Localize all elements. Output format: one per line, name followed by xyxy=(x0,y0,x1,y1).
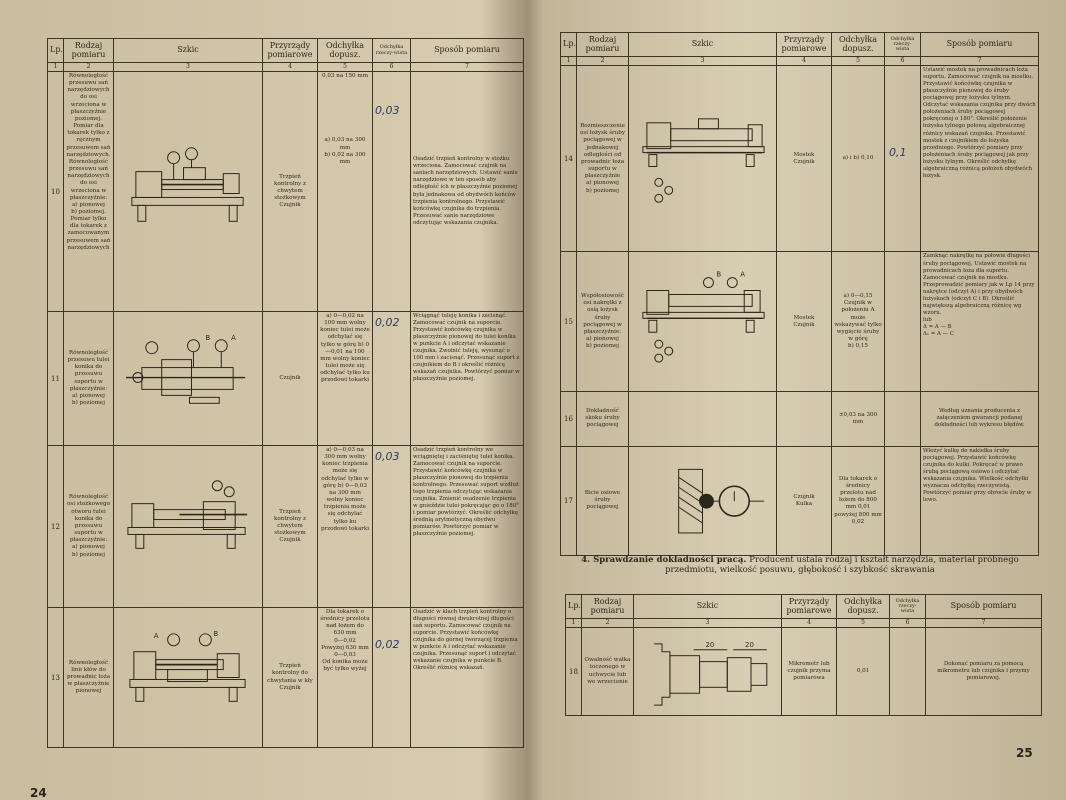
col-szkic: Szkic xyxy=(634,595,782,619)
page-number-right: 25 xyxy=(1016,746,1033,760)
svg-text:A: A xyxy=(153,631,159,640)
row-lp: 16 xyxy=(561,392,577,447)
col-num: 5 xyxy=(318,63,373,72)
row-odchylka: a) 0—0,03 na 300 mm wolny koniec trzpienia może się odchylać tylko w górę b) 0—0,03 na 300 mm wolny koniec trzpienia może się odchylać tylko ku przodowi tokarki xyxy=(318,446,373,608)
table-header xyxy=(566,595,1042,619)
row-odchylka: Dla tokarek o średnicy przelotu nad łożem do 630 mm 0—0,02 Powyżej 630 mm 0—0,03 Od konika może być tylko wyżej xyxy=(318,608,373,748)
col-przyrzady: Przyrządy pomiarowe xyxy=(782,595,837,619)
row-odchylka: 0,03 na 150 mm a) 0,03 na 300 mm b) 0,02 na 300 mm xyxy=(318,72,373,312)
row-odchylka: a) 0—0,02 na 100 mm wolny koniec tulei może odchylać się tylko w górę b) 0—0,01 na 100 mm wolny koniec tulei może się odchylać tylko ku przodowi tokarki xyxy=(318,312,373,446)
col-num: 4 xyxy=(263,63,318,72)
row-lp: 12 xyxy=(48,446,64,608)
row-rodzaj: Równoległość linii kłów do prowadnic łoża w płaszczyźnie pionowej xyxy=(64,608,114,748)
col-sposob: Sposób pomiaru xyxy=(926,595,1042,619)
col-szkic: Szkic xyxy=(114,39,263,63)
svg-text:A: A xyxy=(740,271,745,280)
col-lp: Lp. xyxy=(566,595,582,619)
measurement-table-left xyxy=(47,38,524,748)
row-przyrzady: Czujnik xyxy=(263,312,318,446)
row-rodzaj: Równoległość przesuwu tulei konika do przesuwu suportu w płaszczyźnie: a) pionowej b) poziomej xyxy=(64,312,114,446)
col-rodzaj: Rodzaj pomiaru xyxy=(582,595,634,619)
row-odchylka: a) i b) 0,10 xyxy=(832,66,885,252)
column-numbers xyxy=(566,619,1042,628)
row-lp: 17 xyxy=(561,446,577,555)
dimension-label-2: 20 xyxy=(745,640,754,649)
row-sposob: Wciągnąć tuleję konika i zacisnąć. Zamocować czujnik na suporcie. Przystawić końcówkę czujnika w płaszczyźnie pionowej do tulei konika w punkcie A i odczytać wskazanie czujnika. Zwolnić tuleję, wysunąć o 100 mm i zacisnąć. Przesunąć suport z czujnikiem do B i określić różnicę wskazań czujnika. Powtórzyć pomiar w płaszczyźnie poziomej. xyxy=(411,312,524,446)
handwritten-value: 0,02 xyxy=(375,638,400,651)
table-row xyxy=(566,628,1042,716)
row-rodzaj: Rozmieszczenie osi łożysk śruby pociągowej w jednakowej odległości od prowadnic łoża suportu w płaszczyźnie a) pionowej b) poziomej xyxy=(577,66,629,252)
row-lp: 15 xyxy=(561,252,577,392)
row-rodzaj: Współosiowość osi nakrętki z osią łożysk śruby pociągowej w płaszczyźnie: a) pionowej b) poziomej xyxy=(577,252,629,392)
col-num: 3 xyxy=(629,57,777,66)
col-num: 3 xyxy=(634,619,782,628)
table-row xyxy=(48,446,524,608)
table-row xyxy=(561,392,1039,447)
section-number: 4. xyxy=(581,555,591,565)
col-lp: Lp. xyxy=(48,39,64,63)
row-odchylka: 0,01 xyxy=(837,628,890,716)
nut-alignment-sketch-drawing xyxy=(629,252,776,391)
col-num: 1 xyxy=(48,63,64,72)
col-przyrzady: Przyrządy pomiarowe xyxy=(263,39,318,63)
col-lp: Lp. xyxy=(561,33,577,57)
row-przyrzady: Mostek Czujnik xyxy=(777,66,832,252)
col-rzeczywista: Odchyłka rzeczy-wista xyxy=(885,33,921,57)
row-przyrzady: Trzpień kontrolny z chwytem stożkowym Czujnik xyxy=(263,446,318,608)
col-num: 6 xyxy=(890,619,926,628)
row-lp: 11 xyxy=(48,312,64,446)
row-przyrzady: Czujnik Kulka xyxy=(777,446,832,555)
col-num: 3 xyxy=(114,63,263,72)
svg-text:B: B xyxy=(716,271,722,280)
handwritten-value: 0,03 xyxy=(375,104,400,117)
col-num: 6 xyxy=(373,63,411,72)
col-sposob: Sposób pomiaru xyxy=(921,33,1039,57)
row-rzeczywista xyxy=(373,72,411,312)
col-num: 1 xyxy=(561,57,577,66)
row-sposob: Ustawić mostek na prowadnicach łoża suportu. Zamocować czujnik na mostku. Przystawić końcówkę czujnika w płaszczyźnie pionowej do śruby pociągowej przy łożysku tylnym. Odczytać wskazania czujnika przy dwóch położeniach śruby pociągowej pokręconej o 180°. Określić położenie łożyska tylnego połową algebraicznej różnicy wskazań czujnika. Przestawić mostek z czujnikiem do łożyska przedniego. Powtórzyć pomiary przy położeniach śruby pociągowej jak przy łożysku tylnym. Określić odchyłkę algebraiczną różnicą położeń obydwóch łożysk. xyxy=(921,66,1039,252)
row-lp: 14 xyxy=(561,66,577,252)
row-odchylka: a) 0—0,15 Czujnik w położeniu A może wskazywać tylko wygięcie śruby w górę b) 0,15 xyxy=(832,252,885,392)
tailstock-sketch xyxy=(114,312,263,446)
table-row xyxy=(48,608,524,748)
row-rodzaj: Równoległość przesuwu sań narzędziowych do osi wrzeciona w płaszczyźnie poziomej. Pomiar dla tokarek tylko z ręcznym przesuwem sań narzędziowych. Równoległość przesuwu sań narzędziowych do osi wrzeciona w płaszczyźnie: a) pionowej b) poziomej. Pomiar tylko dla tokarek z zamocowanym przesuwem sań narzędziowych xyxy=(64,72,114,312)
section-4-heading xyxy=(570,556,1030,576)
row-przyrzady: Mostek Czujnik xyxy=(777,252,832,392)
handwritten-value: 0,1 xyxy=(889,146,907,160)
col-odchylka: Odchyłka dopusz. xyxy=(318,39,373,63)
col-num: 4 xyxy=(782,619,837,628)
col-rzeczywista: Odchyłka rzeczy-wista xyxy=(373,39,411,63)
row-rodzaj: Równoległość osi stożkowego otworu tulei konika do przesuwu suportu w płaszczyźnie: a) pionowej b) poziomej xyxy=(64,446,114,608)
row-sposob: Osadzić trzpień kontrolny w stożku wrzeciona. Zamocować czujnik na saniach narzędziowych. Ustawić sanie narzędziowe w ten sposób aby odległość ich w płaszczyźnie poziomej była jednakowa od obydwóch końców trzpienia kontrolnego. Przystawić końcówkę czujnika do trzpienia. Przesuwać sanie narzędziowe odczytując wskazania czujnika. xyxy=(411,72,524,312)
row-sposob: Dokonać pomiaru za pomocą mikrometru lub czujnika i przymy pomiarowej. xyxy=(926,628,1042,716)
leadscrew-bearing-sketch-drawing xyxy=(629,66,776,251)
svg-text:A: A xyxy=(231,333,236,342)
row-rzeczywista xyxy=(885,392,921,447)
row-sposob: Zamknąć nakrętkę na połowie długości śruby pociągowej. Ustawić mostek na prowadnicach łoża dla suportu. Zamocować czujnik na mostku. Przeprowadzić pomiary jak w Lp 14 przy nakrętce (odczyt A) i przy obydwóch łożyskach (odczyt C i B). Określić największą algebraiczną różnicę wg wzoru. lub Δ = A — B Δ₁ = A — C xyxy=(921,252,1039,392)
col-num: 5 xyxy=(832,57,885,66)
col-przyrzady: Przyrządy pomiarowe xyxy=(777,33,832,57)
right-page xyxy=(532,0,1066,800)
turned-shaft-sketch xyxy=(634,628,782,716)
lathe-sketch xyxy=(114,72,263,312)
col-rodzaj: Rodzaj pomiaru xyxy=(64,39,114,63)
centers-sketch-drawing xyxy=(114,608,262,747)
col-num: 7 xyxy=(411,63,524,72)
centers-sketch xyxy=(114,608,263,748)
row-przyrzady: Trzpień kontrolny z chwytem stożkowym Czujnik xyxy=(263,72,318,312)
handwritten-value: 0,02 xyxy=(375,316,400,329)
section-text: Producent ustala rodzaj i kształt narzędzia, materiał próbnego przedmiotu, wielkość posuwu, głębokość i szybkość skrawania xyxy=(665,555,1019,575)
row-przyrzady: Mikrometr lub czujnik przyma pomiarowa xyxy=(782,628,837,716)
row-sposob: Osadzić w kłach trzpień kontrolny o długości równej dwukrotnej długości sań suportu. Zamocować czujnik na suporcie. Przystawić końcówkę czujnika do górnej tworzącej trzpienia w punkcie A i odczytać wskazanie czujnika. Przesunąć suport i odczytać wskazanie czujnika w punkcie B. Określić różnicę wskazań. xyxy=(411,608,524,748)
svg-text:B: B xyxy=(205,333,211,342)
table-row xyxy=(561,446,1039,555)
col-rzeczywista: Odchyłka rzeczy-wista xyxy=(890,595,926,619)
row-rzeczywista xyxy=(373,446,411,608)
row-sposob: Osadzić trzpień kontrolny we wciągniętej i zaciśniętej tulei konika. Zamocować czujnik na suporcie. Przystawić końcówkę czujnika w płaszczyźnie pionowej do trzpienia kontrolnego. Przesuwać suport wzdłuż tego trzpienia odczytując wskazania czujnika. Zmienić osadzenie trzpienia w gnieździe tulei pokręcając go o 180° i pomiar powtórzyć. Określić odchyłkę średnią arytmetyczną obydwu pomiarów. Powtórzyć pomiar w płaszczyźnie poziomej. xyxy=(411,446,524,608)
col-num: 7 xyxy=(926,619,1042,628)
column-numbers xyxy=(561,57,1039,66)
row-rodzaj: Bicie osiowe śruby pociągowej xyxy=(577,446,629,555)
row-lp: 10 xyxy=(48,72,64,312)
row-lp: 13 xyxy=(48,608,64,748)
empty-sketch-cell xyxy=(629,392,777,447)
svg-text:B: B xyxy=(213,629,219,638)
row-odchylka: Dla tokarek o średnicy przelotu nad łożem do 800 mm 0,01 powyżej 800 mm 0,02 xyxy=(832,446,885,555)
col-num: 2 xyxy=(64,63,114,72)
nut-alignment-sketch xyxy=(629,252,777,392)
col-num: 5 xyxy=(837,619,890,628)
col-num: 7 xyxy=(921,57,1039,66)
table-row xyxy=(561,252,1039,392)
col-rodzaj: Rodzaj pomiaru xyxy=(577,33,629,57)
row-rodzaj: Owalność wałka toczonego w uchwycie lub we wrzecionie xyxy=(582,628,634,716)
col-num: 2 xyxy=(582,619,634,628)
left-page xyxy=(0,0,532,800)
section-title: Sprawdzanie dokładności pracą. xyxy=(593,555,747,565)
row-rzeczywista xyxy=(373,608,411,748)
col-num: 2 xyxy=(577,57,629,66)
col-szkic: Szkic xyxy=(629,33,777,57)
row-rodzaj: Dokładność skoku śruby pociągowej xyxy=(577,392,629,447)
row-przyrzady xyxy=(777,392,832,447)
column-numbers xyxy=(48,63,524,72)
row-rzeczywista xyxy=(885,446,921,555)
col-num: 4 xyxy=(777,57,832,66)
table-row xyxy=(48,72,524,312)
row-przyrzady: Trzpień kontrolny do chwytania w kły Czujnik xyxy=(263,608,318,748)
col-odchylka: Odchyłka dopusz. xyxy=(832,33,885,57)
col-odchylka: Odchyłka dopusz. xyxy=(837,595,890,619)
col-num: 6 xyxy=(885,57,921,66)
row-rzeczywista xyxy=(890,628,926,716)
table-row xyxy=(48,312,524,446)
row-rzeczywista xyxy=(885,66,921,252)
row-lp: 18 xyxy=(566,628,582,716)
col-num: 1 xyxy=(566,619,582,628)
row-odchylka: ±0,03 na 300 mm xyxy=(832,392,885,447)
row-rzeczywista xyxy=(885,252,921,392)
dimension-label-1: 20 xyxy=(705,640,715,649)
axial-runout-sketch-drawing xyxy=(629,447,776,555)
tailstock-sketch-drawing xyxy=(114,312,262,445)
tailstock-taper-sketch xyxy=(114,446,263,608)
measurement-table-section4 xyxy=(565,594,1042,716)
row-sposob: Według uznania producenta z załączeniem gwarancji podanej dokładności lub wykresu błędów. xyxy=(921,392,1039,447)
turned-shaft-sketch-drawing xyxy=(634,628,781,715)
tailstock-taper-sketch-drawing xyxy=(114,446,262,607)
table-row xyxy=(561,66,1039,252)
table-header xyxy=(48,39,524,63)
leadscrew-bearing-sketch xyxy=(629,66,777,252)
axial-runout-sketch xyxy=(629,446,777,555)
col-sposob: Sposób pomiaru xyxy=(411,39,524,63)
measurement-table-right xyxy=(560,32,1039,556)
lathe-sketch-drawing xyxy=(114,72,262,311)
table-header xyxy=(561,33,1039,57)
handwritten-value: 0,03 xyxy=(375,450,400,463)
row-rzeczywista xyxy=(373,312,411,446)
page-number-left: 24 xyxy=(30,786,47,800)
row-sposob: Włożyć kulkę do nakiełka śruby pociągowej. Przystawić końcówkę czujnika do kulki. Pokręcać w prawo śrubą pociągową osiowo i odczytać wskazania czujnika. Wielkość odchyłki wyznacza odchyłkę rzeczywistą. Powtórzyć pomiar przy obrocie śruby w lewo. xyxy=(921,446,1039,555)
